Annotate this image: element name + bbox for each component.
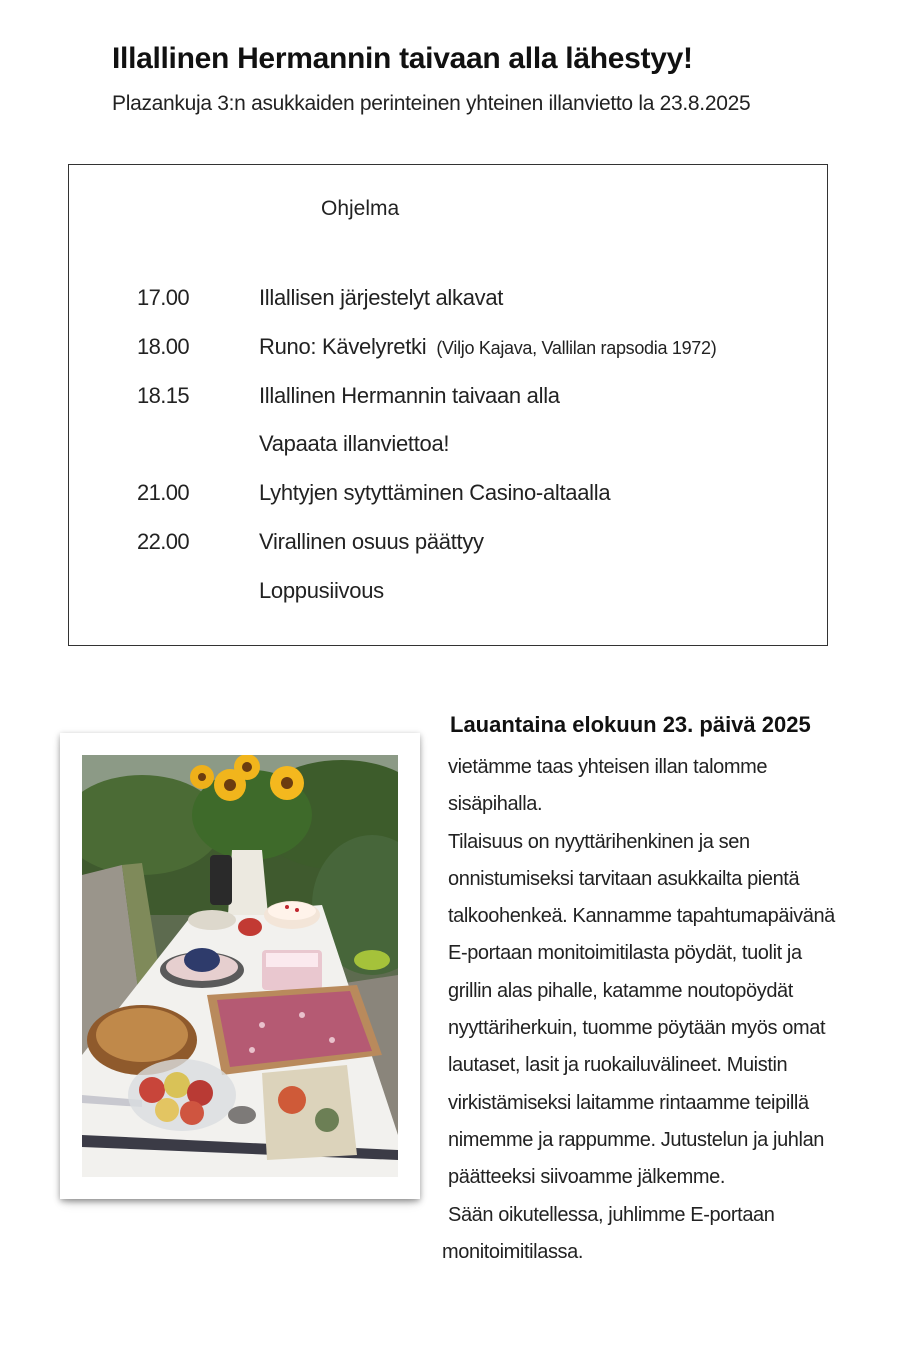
program-time: 17.00 — [137, 285, 190, 310]
program-event: Loppusiivous — [259, 578, 384, 603]
info-heading: Lauantaina elokuun 23. päivä 2025 — [450, 712, 811, 737]
program-event: Vapaata illanviettoa! — [259, 431, 450, 456]
info-line: E-portaan monitoimitilasta pöydät, tuolit ja — [448, 942, 802, 965]
info-line: lautaset, lasit ja ruokailuvälineet. Muistin — [448, 1054, 788, 1077]
program-box — [68, 164, 828, 646]
photo-frame — [60, 733, 420, 1199]
program-event-note: (Viljo Kajava, Vallilan rapsodia 1972) — [436, 338, 717, 358]
program-event: Lyhtyjen sytyttäminen Casino-altaalla — [259, 480, 611, 505]
buffet-table-photo — [82, 755, 398, 1177]
program-event: Virallinen osuus päättyy — [259, 529, 484, 554]
program-heading: Ohjelma — [321, 197, 400, 220]
program-event-text: Runo: Kävelyretki — [259, 334, 427, 359]
program-time: 18.00 — [137, 334, 190, 359]
info-line: päätteeksi siivoamme jälkemme. — [448, 1166, 725, 1189]
program-time: 22.00 — [137, 529, 190, 554]
info-line: vietämme taas yhteisen illan talomme — [448, 756, 768, 778]
program-time: 18.15 — [137, 383, 190, 408]
info-line: monitoimitilassa. — [442, 1240, 584, 1263]
info-line: talkoohenkeä. Kannamme tapahtumapäivänä — [448, 905, 835, 928]
info-line: Sään oikutellessa, juhlimme E-portaan — [448, 1203, 775, 1226]
info-line: nimemme ja rappumme. Jutustelun ja juhlan — [448, 1128, 825, 1151]
program-event: Illallinen Hermannin taivaan alla — [259, 383, 560, 408]
info-line: virkistämiseksi laitamme rintaamme teipillä — [448, 1091, 809, 1114]
info-line: onnistumiseksi tarvitaan asukkailta pientä — [448, 867, 800, 890]
info-line: sisäpihalla. — [448, 793, 543, 816]
info-line: Tilaisuus on nyyttärihenkinen ja sen — [448, 830, 750, 853]
program-event — [259, 334, 716, 360]
program-event: Illallisen järjestelyt alkavat — [259, 285, 504, 310]
program-time: 21.00 — [137, 480, 190, 505]
info-line: grillin alas pihalle, katamme noutopöydät — [448, 979, 793, 1002]
page-title: Illallinen Hermannin taivaan alla lähestyy! — [112, 42, 693, 75]
info-line: nyyttäriherkuin, tuomme pöytään myös omat — [448, 1017, 826, 1040]
info-body — [442, 752, 858, 1274]
page-subtitle: Plazankuja 3:n asukkaiden perinteinen yhteinen illanvietto la 23.8.2025 — [112, 92, 751, 115]
